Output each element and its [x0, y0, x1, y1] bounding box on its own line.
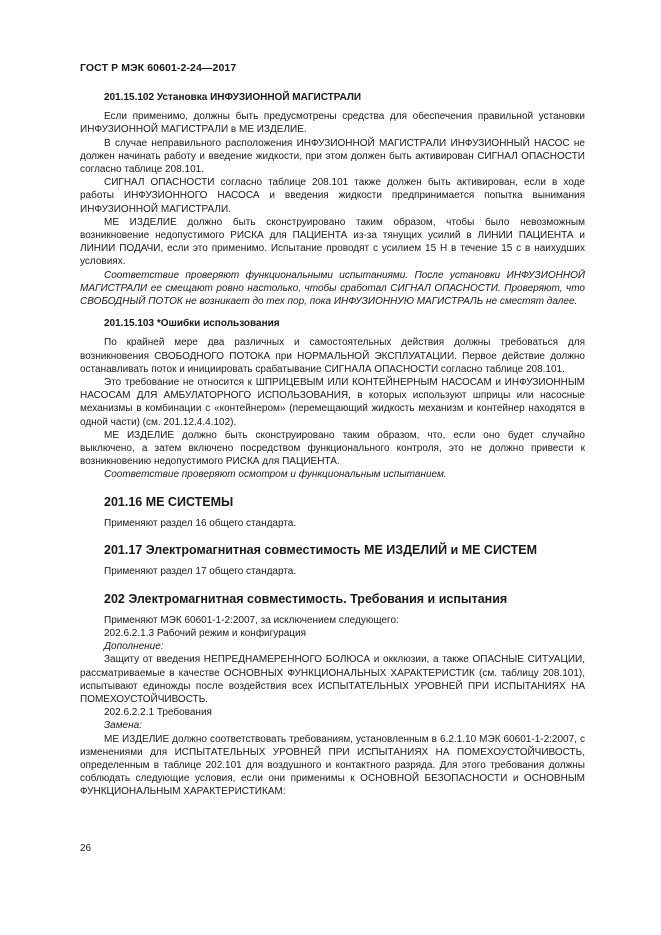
paragraph: СИГНАЛ ОПАСНОСТИ согласно таблице 208.101 также должен быть активирован, если в ходе работы ИНФУЗИОННОГО НАСОСА и введения жидкости предпринимается попытка вынимания ИНФУЗИОННОЙ МАГИСТРАЛИ. [80, 177, 585, 215]
paragraph: По крайней мере два различных и самостоятельных действия должны требоваться для возникновения СВОБОДНОГО ПОТОКА при НОРМАЛЬНОЙ ЭКСПЛУАТАЦИИ. Первое действие должно останавливать поток и инициировать срабатывание СИГНАЛА ОПАСНОСТИ согласно таблице 208.101. [80, 337, 585, 375]
paragraph: Применяют раздел 16 общего стандарта. [104, 517, 297, 529]
paragraph: Применяют МЭК 60601-1-2:2007, за исключением следующего: [104, 614, 399, 626]
section-heading-202: 202 Электромагнитная совместимость. Требования и испытания [104, 591, 508, 606]
paragraph: 202.6.2.2.1 Требования [104, 707, 212, 719]
paragraph: Защиту от введения НЕПРЕДНАМЕРЕННОГО БОЛЮСА и окклюзии, а также ОПАСНЫЕ СИТУАЦИИ, рассматриваемые в качестве ОСНОВНЫХ ФУНКЦИОНАЛЬНЫХ ХАРАКТЕРИСТИК (см. таблицу 208.101), испытывают единожды после воздействия всех ИСПЫТАТЕЛЬНЫХ УРОВНЕЙ ПРИ ИСПЫТАНИЯХ НА ПОМЕХОУСТОЙЧИВОСТЬ. [80, 654, 585, 705]
section-heading-201-17: 201.17 Электромагнитная совместимость МЕ ИЗДЕЛИЙ и МЕ СИСТЕМ [104, 543, 538, 558]
compliance-note: Соответствие проверяют осмотром и функциональным испытанием. [104, 469, 447, 481]
paragraph: В случае неправильного расположения ИНФУЗИОННОЙ МАГИСТРАЛИ ИНФУЗИОННЫЙ НАСОС не должен начинать работу и введение жидкости, при этом должен быть активирован СИГНАЛ ОПАСНОСТИ согласно таблице 208.101. [80, 137, 585, 176]
paragraph: Применяют раздел 17 общего стандарта. [104, 566, 297, 578]
paragraph: 202.6.2.1.3 Рабочий режим и конфигурация [104, 627, 307, 639]
document-header: ГОСТ Р МЭК 60601-2-24—2017 [80, 62, 237, 74]
section-heading-201-16: 201.16 МЕ СИСТЕМЫ [104, 494, 234, 509]
paragraph: МЕ ИЗДЕЛИЕ должно быть сконструировано таким образом, чтобы было невозможным возникновение недопустимого РИСКА для ПАЦИЕНТА из-за тянущих усилий в ЛИНИИ ПАЦИЕНТА и ЛИНИИ ПОДАЧИ, если это применимо. Испытание проводят с усилием 15 Н в течение 15 с в наихудших условиях. [80, 216, 585, 268]
section-heading-201-15-102: 201.15.102 Установка ИНФУЗИОННОЙ МАГИСТРАЛИ [104, 92, 362, 103]
compliance-note: Соответствие проверяют функциональными испытаниями. После установки ИНФУЗИОННОЙ МАГИСТРАЛИ ее смещают ровно настолько, чтобы сработал СИГНАЛ ОПАСНОСТИ. Проверяют, что СВОБОДНЫЙ ПОТОК не возникает до тех пор, пока ИНФУЗИОННУЮ МАГИСТРАЛЬ не сместят далее. [80, 269, 585, 308]
section-heading-201-15-103: 201.15.103 *Ошибки использования [104, 318, 280, 330]
page-number: 26 [80, 843, 92, 854]
paragraph: МЕ ИЗДЕЛИЕ должно быть сконструировано таким образом, что, если оно будет случайно выключено, а затем включено посредством функционального контроля, это не должно привести к возникновению недопустимого РИСКА для ПАЦИЕНТА. [80, 429, 585, 468]
paragraph: Если применимо, должны быть предусмотрены средства для обеспечения правильной установки ИНФУЗИОННОЙ МАГИСТРАЛИ в МЕ ИЗДЕЛИЕ. [80, 111, 585, 136]
paragraph-label: Замена: [104, 720, 142, 732]
paragraph: МЕ ИЗДЕЛИЕ должно соответствовать требованиям, установленным в 6.2.1.10 МЭК 60601-1-2:2007, с изменениями для ИСПЫТАТЕЛЬНЫХ УРОВНЕЙ ПРИ ИСПЫТАНИЯХ НА ПОМЕХОУСТОЙЧИВОСТЬ, определенным в таблице 202.101 для воздушного и контактного разряда. Для этого требования должны соблюдать следующие условия, если они применимы к ОСНОВНОЙ БЕЗОПАСНОСТИ и ОСНОВНЫМ ФУНКЦИОНАЛЬНЫМ ХАРАКТЕРИСТИКАМ: [80, 733, 585, 798]
paragraph-label: Дополнение: [104, 641, 164, 653]
document-body [80, 91, 585, 799]
paragraph: Это требование не относится к ШПРИЦЕВЫМ ИЛИ КОНТЕЙНЕРНЫМ НАСОСАМ и ИНФУЗИОННЫМ НАСОСАМ ДЛЯ АМБУЛАТОРНОГО ИСПОЛЬЗОВАНИЯ, в которых используют шприцы или насосные механизмы в комбинации с «контейнером» (перемещающий жидкость механизм и контейнер находятся в одной части) (см. 201.12.4.4.102). [80, 377, 585, 428]
